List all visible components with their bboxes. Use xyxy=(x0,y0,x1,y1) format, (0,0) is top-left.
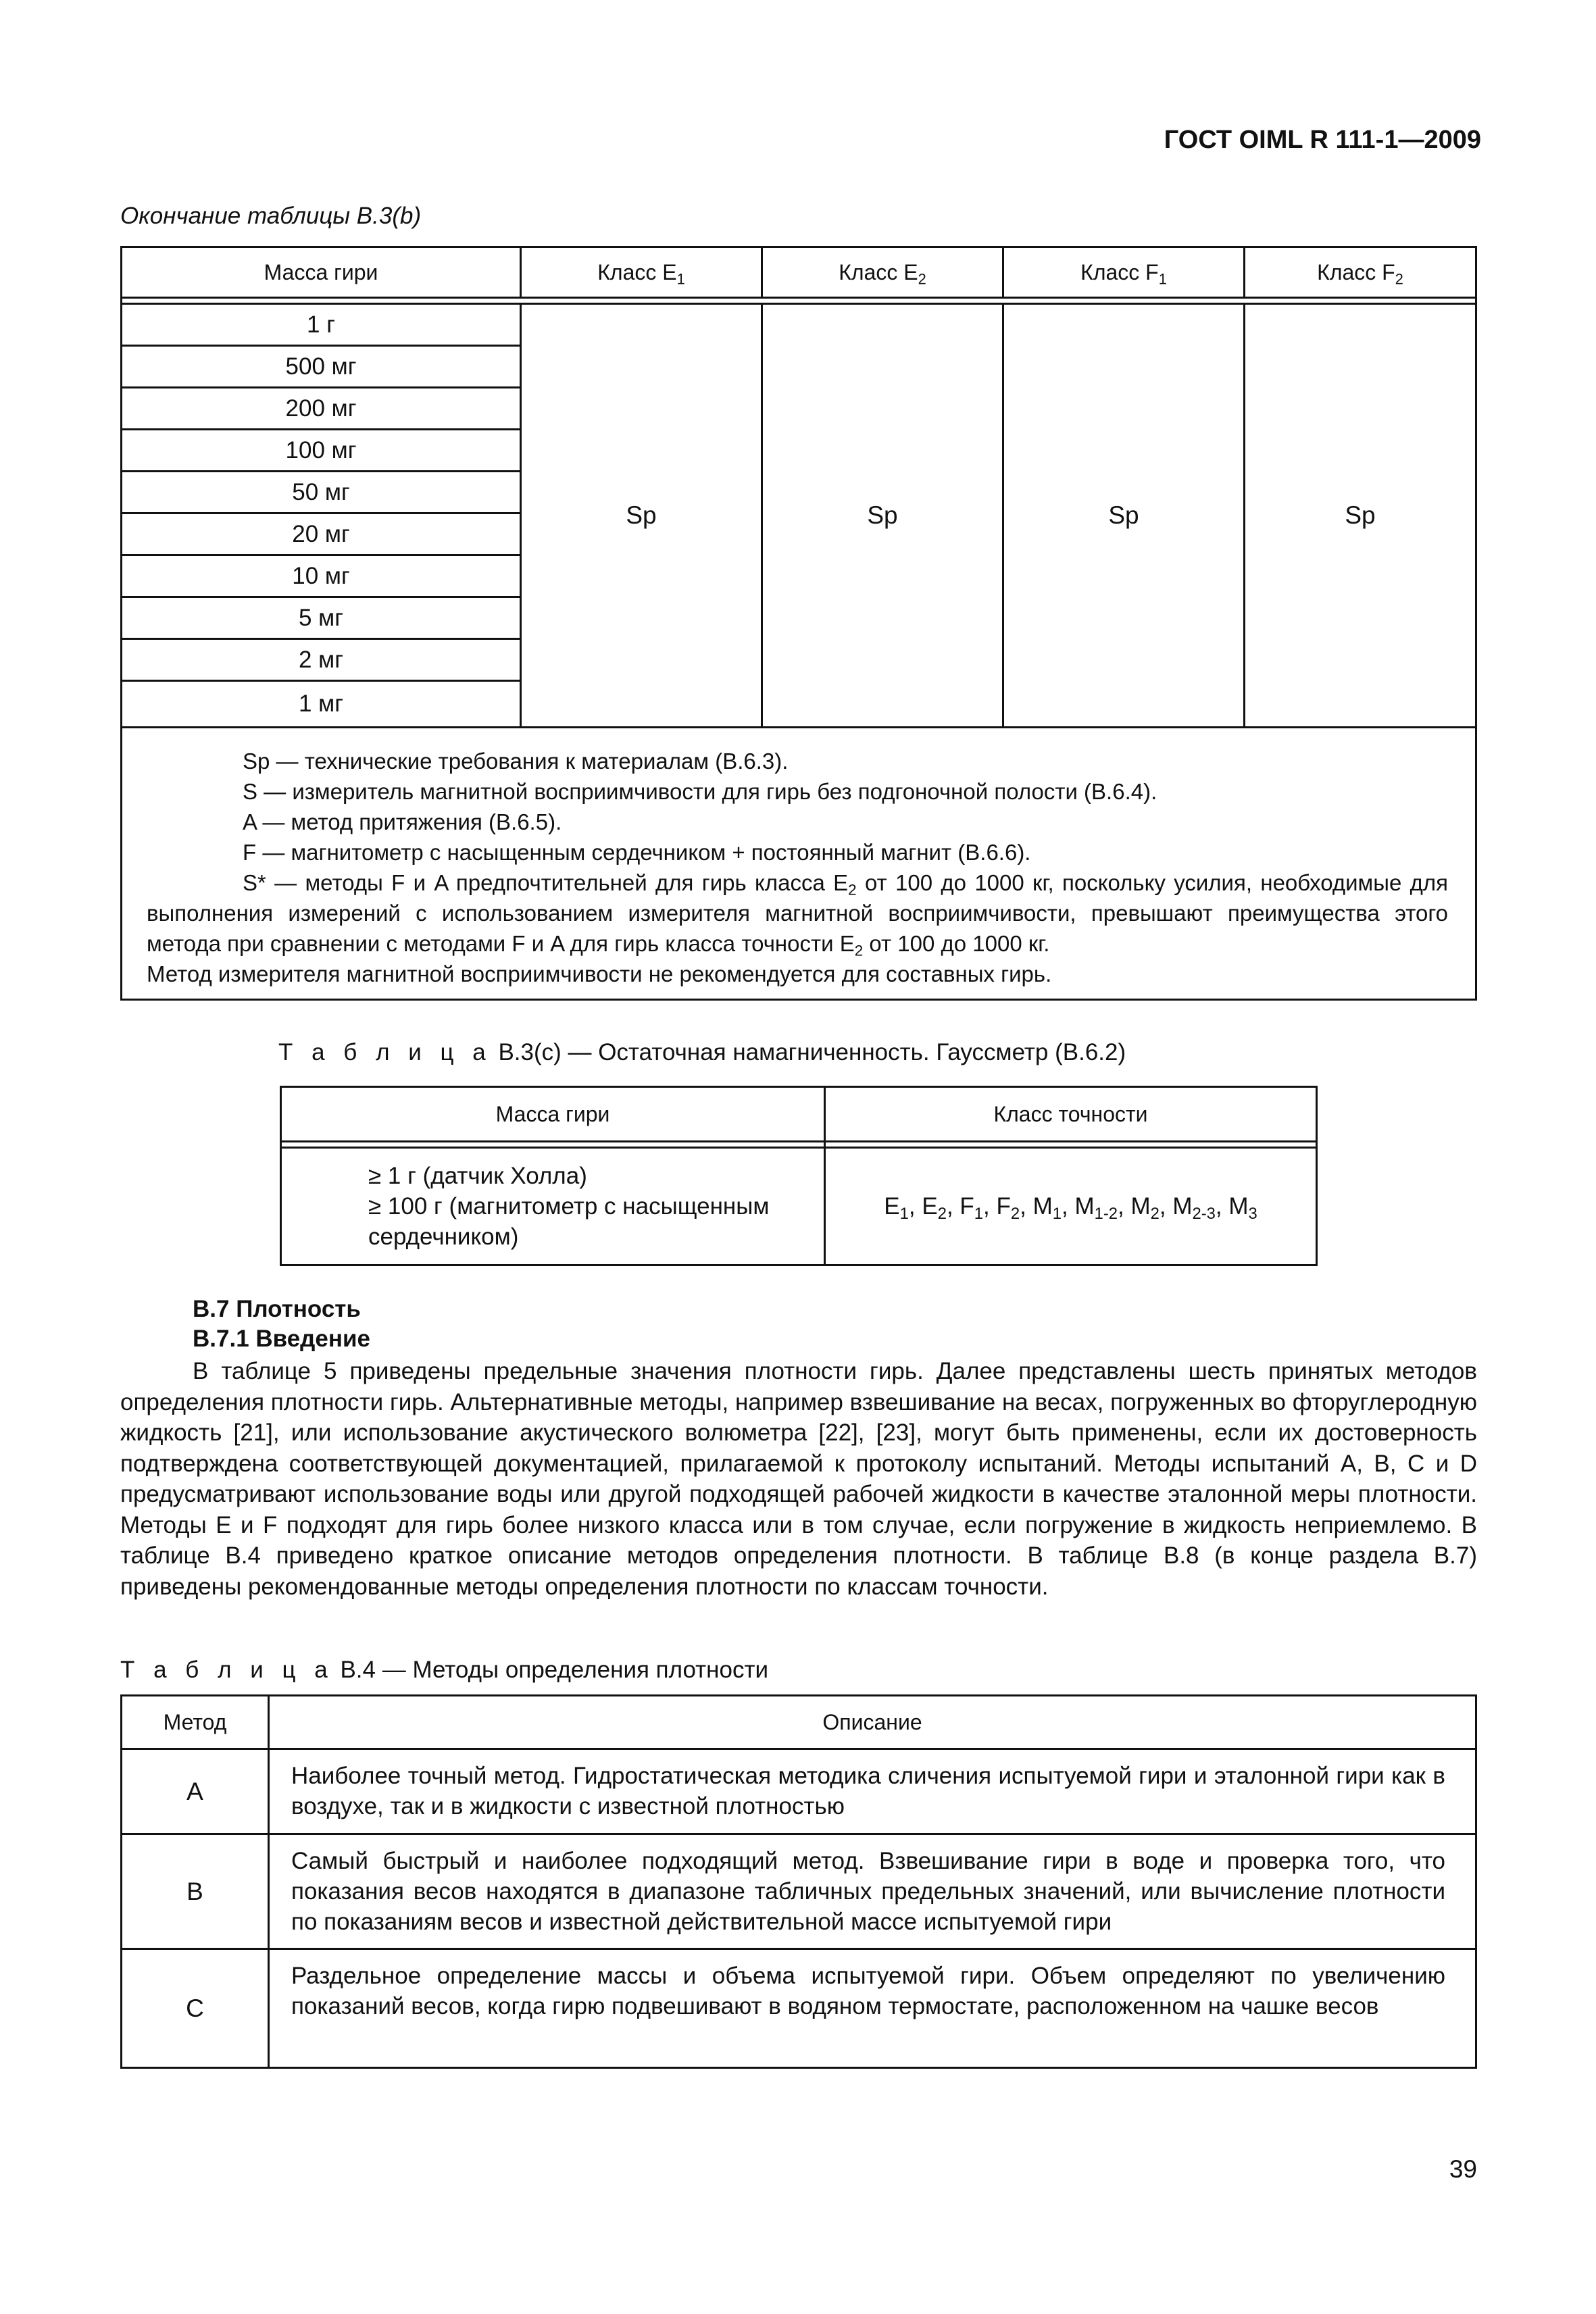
description-cell: Наиболее точный метод. Гидростатическая методика сличения испытуемой гири и эталонной гири как в воздухе, так и в жидкости с известной плотностью xyxy=(269,1749,1476,1834)
column-header-class-e2 xyxy=(762,247,1003,298)
class-letter: E xyxy=(903,259,918,284)
mass-cell: 200 мг xyxy=(122,388,521,430)
class-sub: 2 xyxy=(1010,1204,1020,1223)
mass-cell: 100 мг xyxy=(122,430,521,472)
table-legend-row xyxy=(122,728,1476,1000)
class-letter: E xyxy=(662,259,677,284)
legend-line: A — метод притяжения (B.6.5). xyxy=(243,809,562,834)
column-header-method: Метод xyxy=(122,1696,269,1749)
class-sub: 3 xyxy=(1248,1204,1257,1223)
legend-text: от 100 до 1000 кг. xyxy=(863,931,1050,956)
class-sub: 1 xyxy=(676,270,685,288)
class-sub: 2 xyxy=(918,270,926,288)
class-sub: 1 xyxy=(899,1204,909,1223)
value-cell-e2: Sp xyxy=(762,304,1003,728)
caption-text: B.4 — Методы определения плотности xyxy=(333,1657,769,1683)
class-word: Класс xyxy=(1317,259,1376,284)
column-header-class-f1 xyxy=(1003,247,1245,298)
table-b4 xyxy=(120,1694,1477,2069)
column-header-description: Описание xyxy=(269,1696,1476,1749)
class-name: F xyxy=(959,1192,974,1219)
class-name: E xyxy=(884,1192,900,1219)
value-cell-f2: Sp xyxy=(1245,304,1476,728)
table-legend xyxy=(122,728,1476,1000)
table-row xyxy=(122,304,1476,346)
mass-cell: 1 мг xyxy=(122,681,521,728)
section-paragraph: В таблице 5 приведены предельные значения плотности гирь. Далее представлены шесть принятых методов определения плотности гирь. Альтернативные методы, например взвешивание на весах, погруженных во фторуглеродную жидкость [21], или использование акустического волюметра [22], [23], могут быть применены, если их достоверность подтверждена соответствующей документацией, прилагаемой к протоколу испытаний. Методы испытаний A, B, C и D предусматривают использование воды или другой подходящей рабочей жидкости в качестве эталонной меры плотности. Методы E и F подходят для гирь более низкого класса или в том случае, если погружение в жидкость неприемлемо. В таблице B.4 приведено краткое описание методов определения плотности. В таблице B.8 (в конце раздела B.7) приведены рекомендованные методы определения плотности по классам точности. xyxy=(120,1358,1477,1600)
accuracy-class-cell: $E_1$, $E_2$, $F_1$, $F_2$, $M_1$, $M_{1-2}$, $M_2$, $M_{2-3}$, $M_3$ xyxy=(825,1148,1317,1265)
table-row xyxy=(281,1148,1317,1265)
class-name: E xyxy=(922,1192,938,1219)
legend-text: S* — методы F и A предпочтительней для гирь класса E xyxy=(243,870,849,895)
class-sub: 2 xyxy=(1395,270,1403,288)
class-sub: 2 xyxy=(1150,1204,1159,1223)
mass-line: сердечником) xyxy=(368,1224,519,1250)
caption-label: Т а б л и ц а xyxy=(278,1039,492,1065)
class-letter: F xyxy=(1382,259,1395,284)
class-word: Класс xyxy=(1080,259,1140,284)
mass-cell: 500 мг xyxy=(122,346,521,388)
legend-line: S — измеритель магнитной восприимчивости для гирь без подгоночной полости (B.6.4). xyxy=(243,779,1157,804)
table-b3b xyxy=(120,246,1477,1001)
table-b3c xyxy=(280,1086,1318,1266)
class-name: M xyxy=(1130,1192,1151,1219)
class-word: Класс xyxy=(597,259,657,284)
class-name: M xyxy=(1032,1192,1053,1219)
class-name: F xyxy=(996,1192,1011,1219)
section-heading: B.7 Плотность xyxy=(193,1296,361,1322)
class-sub: 1 xyxy=(1158,270,1167,288)
value-cell-f1: Sp xyxy=(1003,304,1245,728)
table-header-row xyxy=(122,1696,1476,1749)
description-cell: Раздельное определение массы и объема испытуемой гири. Объем определяют по увеличению показаний весов, когда гирю подвешивают в водяном термостате, расположенном на чашке весов xyxy=(269,1949,1476,2068)
table-b4-caption xyxy=(120,1657,768,1684)
mass-line: ≥ 100 г (магнитометр с насыщенным xyxy=(368,1193,770,1219)
method-cell: C xyxy=(122,1949,269,2068)
table-row xyxy=(122,1749,1476,1834)
mass-cell xyxy=(281,1148,825,1265)
class-name: M xyxy=(1172,1192,1193,1219)
class-word: Класс xyxy=(839,259,898,284)
method-cell: A xyxy=(122,1749,269,1834)
class-sub: 1-2 xyxy=(1094,1204,1118,1223)
mass-cell: 50 мг xyxy=(122,472,521,513)
column-header-mass: Масса гири xyxy=(122,247,521,298)
caption-label: Т а б л и ц а xyxy=(120,1657,334,1683)
class-name: M xyxy=(1228,1192,1249,1219)
table-row xyxy=(122,1949,1476,2068)
table-b3c-caption xyxy=(278,1039,1126,1066)
legend-line: F — магнитометр с насыщенным сердечником + постоянный магнит (B.6.6). xyxy=(243,840,1031,865)
legend-sub: 2 xyxy=(848,881,857,899)
class-sub: 1 xyxy=(1052,1204,1062,1223)
mass-cell: 1 г xyxy=(122,304,521,346)
document-id: ГОСТ OIML R 111-1—2009 xyxy=(1164,126,1481,154)
table-row xyxy=(122,1834,1476,1949)
subsection-heading: B.7.1 Введение xyxy=(193,1326,370,1352)
class-letter: F xyxy=(1145,259,1159,284)
class-sub: 2-3 xyxy=(1192,1204,1216,1223)
header-gap xyxy=(122,298,1476,304)
mass-cell: 20 мг xyxy=(122,513,521,555)
column-header-accuracy-class: Класс точности xyxy=(825,1087,1317,1142)
legend-note xyxy=(147,867,1448,959)
mass-cell: 10 мг xyxy=(122,555,521,597)
table-b3b-caption: Окончание таблицы B.3(b) xyxy=(120,203,422,229)
caption-text: B.3(c) — Остаточная намагниченность. Гауссметр (B.6.2) xyxy=(491,1039,1126,1065)
header-gap xyxy=(281,1142,1317,1148)
mass-cell: 2 мг xyxy=(122,639,521,681)
legend-line: Метод измерителя магнитной восприимчивости не рекомендуется для составных гирь. xyxy=(147,961,1052,986)
method-cell: B xyxy=(122,1834,269,1949)
mass-line: ≥ 1 г (датчик Холла) xyxy=(368,1163,587,1189)
legend-sub: 2 xyxy=(854,942,864,959)
class-sub: 2 xyxy=(937,1204,947,1223)
class-sub: 1 xyxy=(974,1204,984,1223)
legend-text: от 100 до 1000 кг, поскольку усилия, необходимые для выполнения измерений с использованием измерителя магнитной восприимчивости, превышают преимущества этого метода при сравнении с методами F и A для гирь класса точности E xyxy=(147,870,1448,956)
class-name: M xyxy=(1074,1192,1095,1219)
table-header-row xyxy=(281,1087,1317,1142)
mass-cell: 5 мг xyxy=(122,597,521,639)
table-header-row xyxy=(122,247,1476,298)
description-cell: Самый быстрый и наиболее подходящий метод. Взвешивание гири в воде и проверка того, что показания весов находятся в диапазоне табличных предельных значений, или вычисление плотности по показаниям весов и известной действительной массе испытуемой гири xyxy=(269,1834,1476,1949)
column-header-class-f2 xyxy=(1245,247,1476,298)
column-header-class-e1 xyxy=(521,247,762,298)
legend-line: Sp — технические требования к материалам (B.6.3). xyxy=(243,749,789,774)
value-cell-e1: Sp xyxy=(521,304,762,728)
column-header-mass: Масса гири xyxy=(281,1087,825,1142)
page-number: 39 xyxy=(1449,2155,1477,2183)
